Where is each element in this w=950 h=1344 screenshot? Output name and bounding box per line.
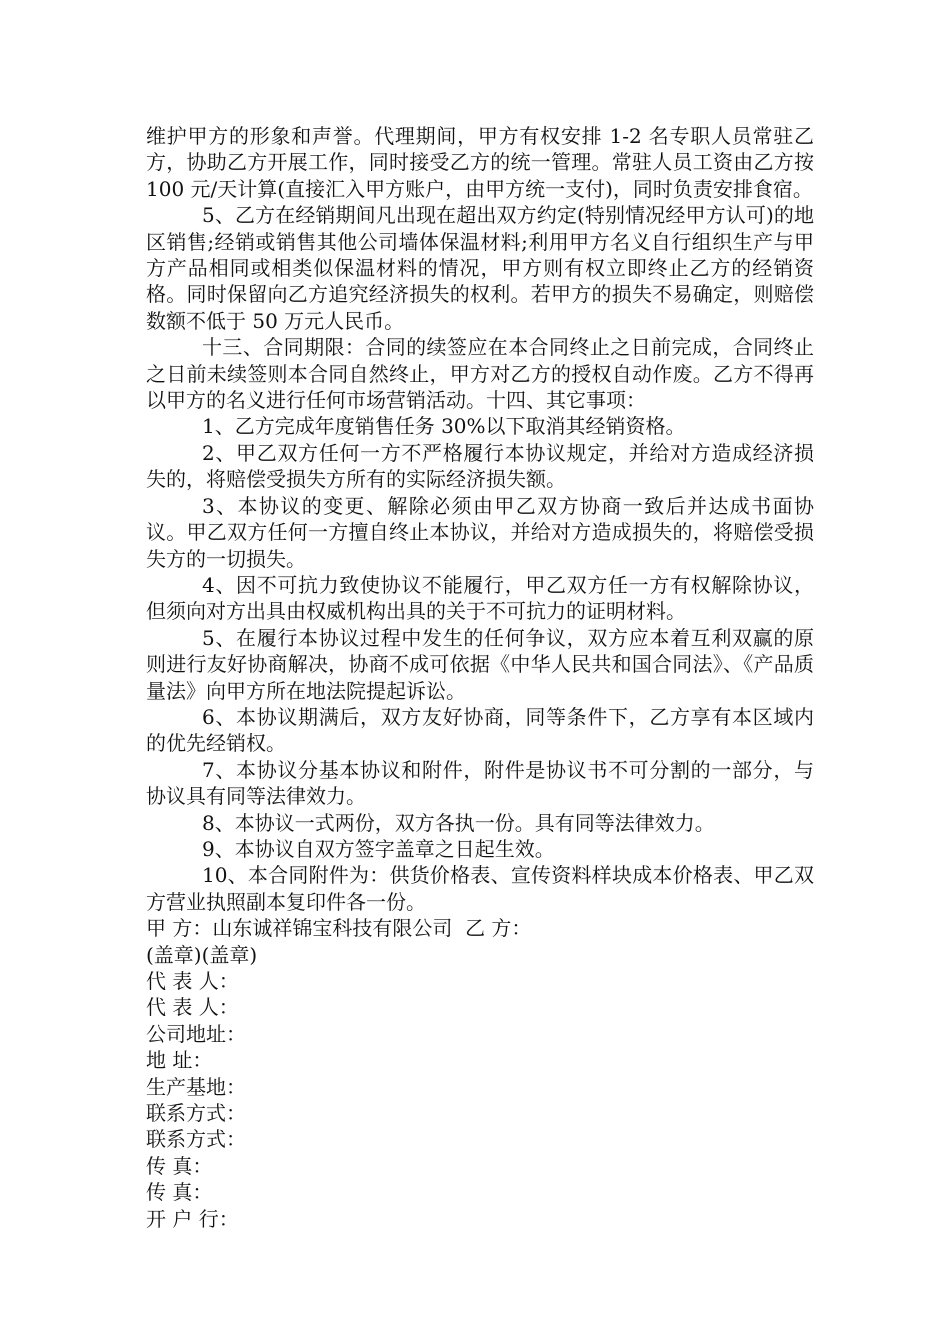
paragraph-continuation: 维护甲方的形象和声誉。代理期间，甲方有权安排 1-2 名专职人员常驻乙方，协助乙方开展工作，同时接受乙方的统一管理。常驻人员工资由乙方按 100 元/天计算(直接汇入甲方账户，由甲方统一支付)，同时负责安排食宿。 [146,124,814,201]
paragraph-item-7: 7、本协议分基本协议和附件，附件是协议书不可分割的一部分，与协议具有同等法律效力。 [146,757,814,809]
signature-seal: (盖章)(盖章) [146,942,258,967]
paragraph-clause-5: 5、乙方在经销期间凡出现在超出双方约定(特别情况经甲方认可)的地区销售;经销或销售其他公司墙体保温材料;利用甲方名义自行组织生产与甲方产品相同或相类似保温材料的情况，甲方则有权立即终止乙方的经销资格。同时保留向乙方追究经济损失的权利。若甲方的损失不易确定，则赔偿数额不低于 50 万元人民币。 [146,203,814,333]
document-body [146,123,814,1232]
paragraph-item-5: 5、在履行本协议过程中发生的任何争议，双方应本着互利双赢的原则进行友好协商解决，协商不成可依据《中华人民共和国合同法》、《产品质量法》向甲方所在地法院提起诉讼。 [146,625,814,703]
signature-production-base: 生产基地： [146,1074,246,1099]
paragraph-item-3: 3、本协议的变更、解除必须由甲乙双方协商一致后并达成书面协议。甲乙双方任何一方擅自终止本协议，并给对方造成损失的，将赔偿受损失方的一切损失。 [146,493,814,571]
signature-fax-a: 传 真： [146,1153,213,1178]
signature-fax-b: 传 真： [146,1180,213,1205]
paragraph-item-1: 1、乙方完成年度销售任务 30%以下取消其经销资格。 [202,414,686,439]
paragraph-item-4: 4、因不可抗力致使协议不能履行，甲乙双方任一方有权解除协议，但须向对方出具由权威机构出具的关于不可抗力的证明材料。 [146,572,814,624]
signature-company-address: 公司地址： [146,1021,246,1046]
paragraph-item-9: 9、本协议自双方签字盖章之日起生效。 [202,836,555,861]
signature-contact-b: 联系方式： [146,1127,246,1152]
signature-representative-a: 代 表 人： [146,969,239,993]
signature-block [146,915,814,1232]
signature-representative-b: 代 表 人： [146,995,239,1020]
signature-parties: 甲 方：山东诚祥锦宝科技有限公司 乙 方： [146,916,532,941]
signature-contact-a: 联系方式： [146,1101,246,1126]
paragraph-section-13: 十三、合同期限：合同的续签应在本合同终止之日前完成，合同终止之日前未续签则本合同自然终止，甲方对乙方的授权自动作废。乙方不得再以甲方的名义进行任何市场营销活动。十四、其它事项： [146,335,814,413]
paragraph-item-6: 6、本协议期满后，双方友好协商，同等条件下，乙方享有本区域内的优先经销权。 [146,704,814,756]
signature-bank: 开 户 行： [146,1206,239,1231]
signature-address: 地 址： [146,1048,213,1073]
paragraph-item-10: 10、本合同附件为：供货价格表、宣传资料样块成本价格表、甲乙双方营业执照副本复印件各一份。 [146,863,814,914]
paragraph-item-8: 8、本协议一式两份，双方各执一份。具有同等法律效力。 [202,810,715,835]
paragraph-item-2: 2、甲乙双方任何一方不严格履行本协议规定，并给对方造成经济损失的，将赔偿受损失方所有的实际经济损失额。 [146,440,814,492]
